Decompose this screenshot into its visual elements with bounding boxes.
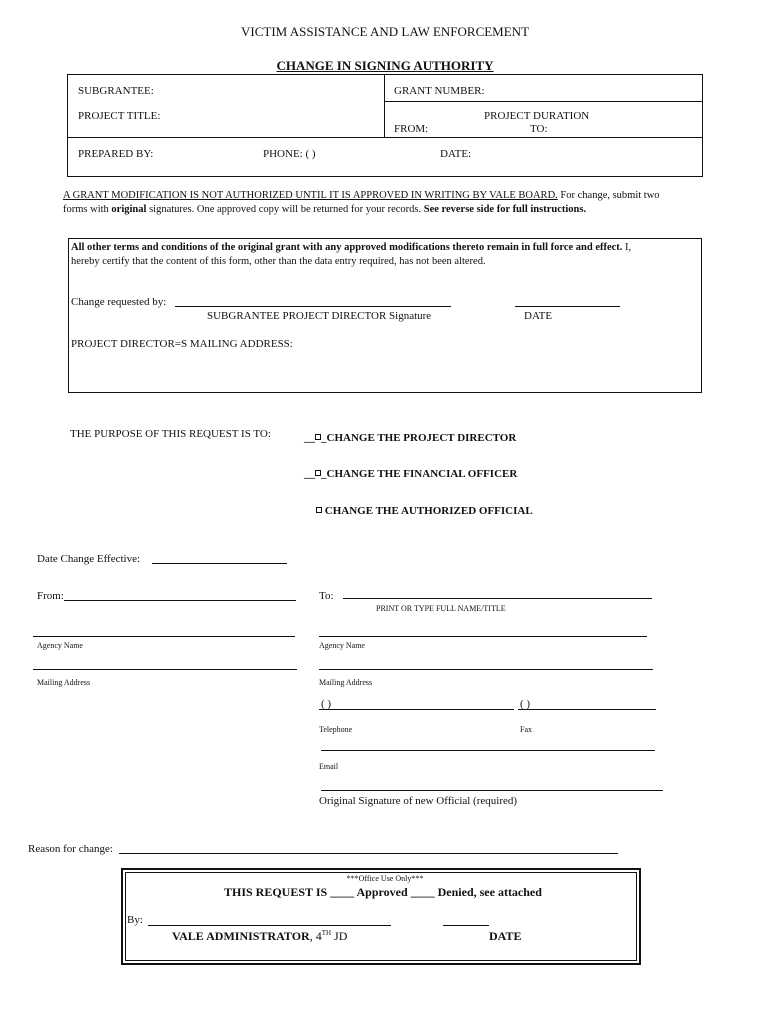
phone-label: PHONE: ( ) [263, 148, 316, 160]
from-field-label: From: [37, 590, 64, 602]
date-label: DATE: [440, 148, 472, 160]
mailing-address-left: Mailing Address [37, 678, 91, 687]
fax-line[interactable] [518, 709, 656, 710]
director-signature-line[interactable] [175, 306, 451, 307]
from-agency-line[interactable] [33, 636, 295, 637]
purpose-label: THE PURPOSE OF THIS REQUEST IS TO: [70, 428, 271, 440]
administrator-date-line[interactable] [443, 925, 489, 926]
notice-instructions: See reverse side for full instructions. [423, 204, 587, 215]
notice-instr-2c: signatures. One approved copy will be returned for your records. [146, 204, 424, 215]
signature-caption: SUBGRANTEE PROJECT DIRECTOR Signature [207, 310, 432, 322]
to-address-line[interactable] [319, 669, 653, 670]
cert-bold-text: All other terms and conditions of the original grant with any approved modifications thereto remain in full force and effect. [71, 242, 623, 253]
notice-line-1 [63, 190, 660, 201]
option-financial-officer[interactable]: __ _CHANGE THE FINANCIAL OFFICER [304, 468, 518, 480]
administrator-date-label: DATE [489, 929, 522, 943]
project-duration-label: PROJECT DURATION [484, 110, 590, 122]
agency-name-left: Agency Name [37, 641, 83, 650]
info-box [67, 74, 703, 177]
from-label: FROM: [394, 123, 429, 135]
date-change-label: Date Change Effective: [37, 553, 141, 565]
info-box-divider [384, 74, 385, 138]
fax-caption: Fax [520, 725, 532, 734]
notice-instr-2a: forms with [63, 204, 112, 215]
to-agency-line[interactable] [319, 636, 647, 637]
agency-header: VICTIM ASSISTANCE AND LAW ENFORCEMENT [240, 24, 530, 39]
prepared-by-label: PREPARED BY: [78, 148, 154, 160]
original-signature-line[interactable] [321, 790, 663, 791]
page-title: CHANGE IN SIGNING AUTHORITY [276, 58, 494, 73]
change-requested-label: Change requested by: [71, 296, 167, 308]
phone-area-code: ( ) [321, 698, 332, 710]
telephone-caption: Telephone [319, 725, 353, 734]
notice-original: original [111, 204, 147, 215]
info-box-row-divider [67, 137, 703, 138]
mailing-address-right: Mailing Address [319, 678, 373, 687]
notice-instr-1: For change, submit two [557, 190, 660, 201]
director-date-line[interactable] [515, 306, 620, 307]
option-authorized-official[interactable]: CHANGE THE AUTHORIZED OFFICIAL [316, 505, 533, 517]
notice-line-2 [63, 204, 586, 215]
email-line[interactable] [321, 750, 655, 751]
from-address-line[interactable] [33, 669, 297, 670]
reason-label: Reason for change: [28, 843, 113, 855]
project-title-label: PROJECT TITLE: [78, 110, 161, 122]
date-change-line[interactable] [152, 563, 287, 564]
request-status: THIS REQUEST IS ____ Approved ____ Denied, see attached [224, 885, 542, 899]
subgrantee-label: SUBGRANTEE: [78, 85, 154, 97]
mailing-address-label: PROJECT DIRECTOR=S MAILING ADDRESS: [71, 338, 293, 350]
option-project-director[interactable]: __ _CHANGE THE PROJECT DIRECTOR [304, 432, 517, 444]
telephone-line[interactable] [319, 709, 514, 710]
grant-number-label: GRANT NUMBER: [394, 85, 485, 97]
administrator-label: VALE ADMINISTRATOR, 4TH JD [172, 929, 348, 943]
fax-area-code: ( ) [520, 698, 531, 710]
agency-name-right: Agency Name [319, 641, 365, 650]
notice-warning: A GRANT MODIFICATION IS NOT AUTHORIZED UNTIL IT IS APPROVED IN WRITING BY VALE BOARD. [63, 190, 558, 201]
office-use-caption: ***Office Use Only*** [346, 874, 424, 883]
cert-line-1 [71, 242, 631, 253]
cert-text-2: hereby certify that the content of this form, other than the data entry required, has not been altered. [71, 256, 486, 267]
to-name-line[interactable] [343, 598, 652, 599]
info-box-hdivider [384, 101, 703, 102]
print-name-caption: PRINT OR TYPE FULL NAME/TITLE [376, 604, 506, 613]
to-field-label: To: [319, 590, 334, 602]
from-name-line[interactable] [64, 600, 296, 601]
cert-text-1: I, [622, 242, 632, 253]
date-caption: DATE [524, 310, 553, 322]
to-label: TO: [530, 123, 548, 135]
original-signature-caption: Original Signature of new Official (required) [319, 795, 518, 807]
reason-line[interactable] [119, 853, 618, 854]
email-caption: Email [319, 762, 339, 771]
administrator-signature-line[interactable] [148, 925, 391, 926]
by-label: By: [127, 914, 143, 926]
